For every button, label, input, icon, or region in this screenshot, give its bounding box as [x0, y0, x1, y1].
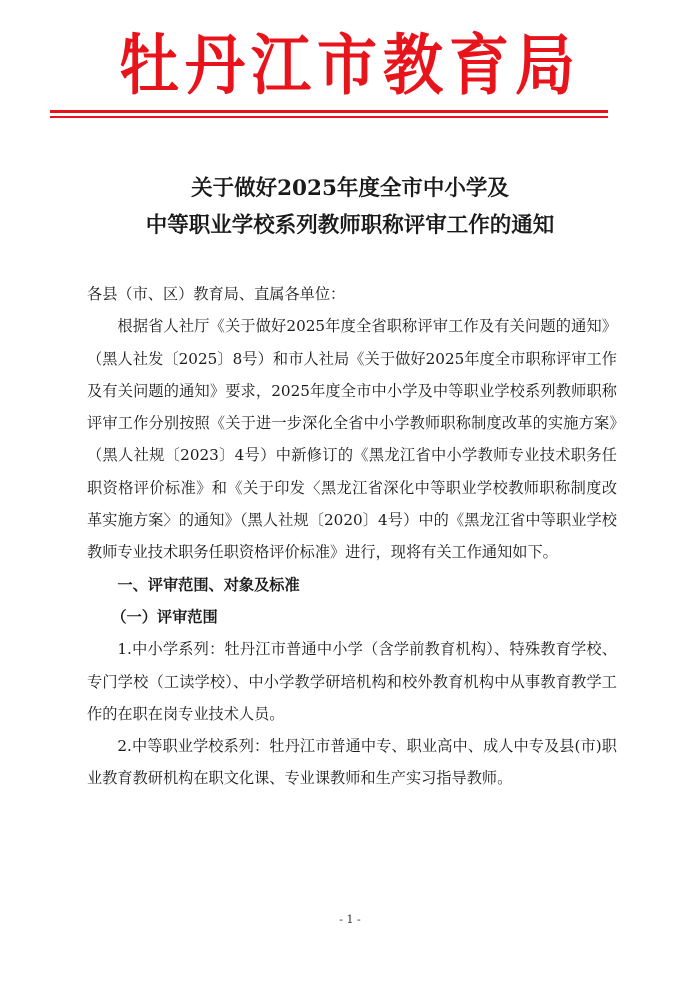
- document-title-line-2: 中等职业学校系列教师职称评审工作的通知: [145, 213, 555, 238]
- salutation: 各县（市、区）教育局、直属各单位：: [87, 285, 346, 303]
- subsection-1-heading: （一）评审范围: [111, 607, 218, 626]
- item-1-paragraph: 1.中小学系列：牡丹江市普通中小学（含学前教育机构）、特殊教育学校、专门学校（工读学校）、中小学教学研培机构和校外教育机构中从事教育教学工作的在职在岗专业技术人员。: [87, 640, 617, 723]
- document-body: [87, 278, 617, 795]
- item-2-paragraph: 2.中等职业学校系列：牡丹江市普通中专、职业高中、成人中专及县(市)职业教育教研机构在职文化课、专业课教师和生产实习指导教师。: [87, 737, 617, 788]
- letterhead-thin-red-rule: [50, 116, 608, 118]
- section-1-heading: 一、评审范围、对象及标准: [117, 575, 300, 594]
- document-title-line-1: 关于做好2025年度全市中小学及: [191, 176, 509, 201]
- page-number: - 1 -: [339, 913, 361, 926]
- intro-paragraph: 根据省人社厅《关于做好2025年度全省职称评审工作及有关问题的通知》（黑人社发〔2025〕8号）和市人社局《关于做好2025年度全市职称评审工作及有关问题的通知》要求，2025年度全市中小学及中等职业学校系列教师职称评审工作分别按照《关于进一步深化全省中小学教师职称制度改革的实施方案》（黑人社规〔2023〕4号）中新修订的《黑龙江省中小学教师专业技术职务任职资格评价标准》和《关于印发〈黑龙江省深化中等职业学校教师职称制度改革实施方案〉的通知》（黑人社规〔2020〕4号）中的《黑龙江省中等职业学校教师专业技术职务任职资格评价标准》进行，现将有关工作通知如下。: [87, 317, 617, 562]
- organization-letterhead: 牡丹江市教育局: [119, 27, 581, 105]
- letterhead-thick-red-rule: [50, 110, 608, 113]
